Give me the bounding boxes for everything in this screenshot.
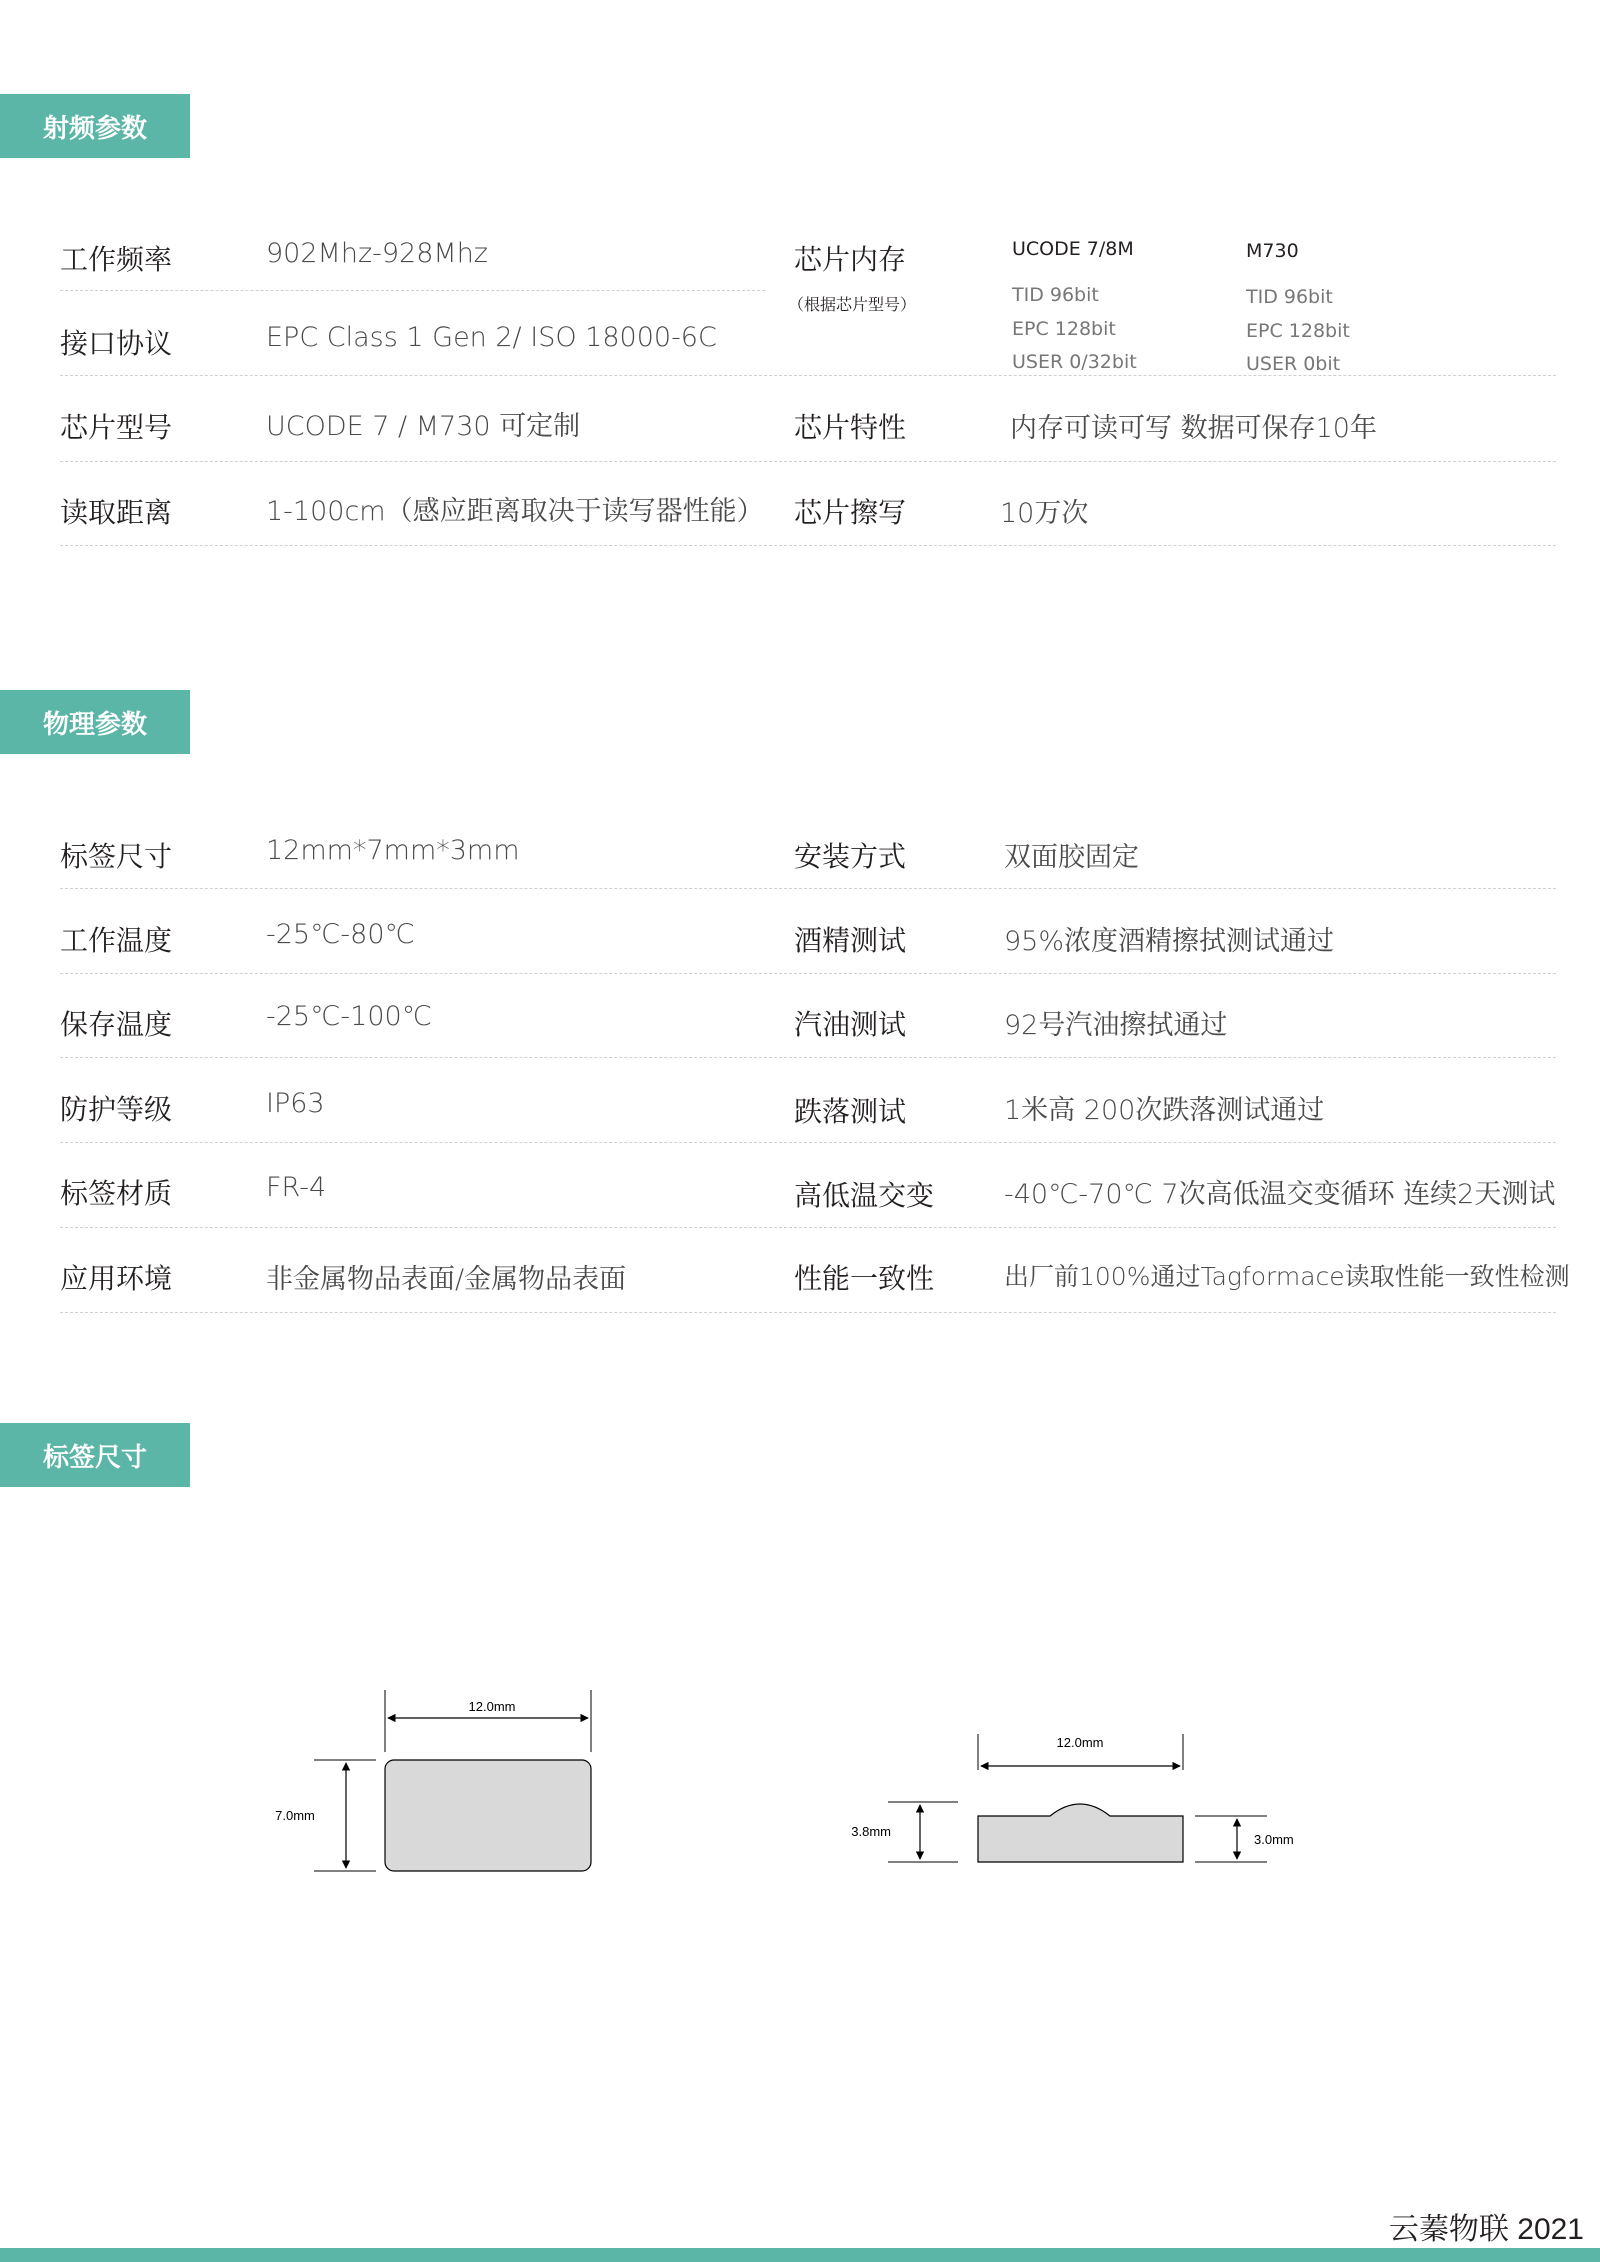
- top-width-label: 12.0mm: [468, 1699, 516, 1714]
- divider: [60, 545, 1556, 546]
- section-tag-physical: 物理参数: [0, 690, 190, 754]
- drop-label: 跌落测试: [794, 1095, 907, 1128]
- divider: [60, 973, 1556, 974]
- mount-value: 双面胶固定: [1004, 842, 1139, 873]
- feature-value: 内存可读可写 数据可保存10年: [1010, 413, 1377, 444]
- top-view-drawing: [275, 1680, 620, 1880]
- tag-top-shape: [385, 1760, 591, 1871]
- footer-bar: [0, 2248, 1600, 2262]
- memory-col2-title: M730: [1246, 240, 1299, 262]
- chip-model-value: UCODE 7 / M730 可定制: [266, 411, 581, 442]
- divider: [60, 888, 1556, 889]
- memory-col2-tid: TID 96bit: [1246, 286, 1333, 308]
- section-tag-rf: 射频参数: [0, 94, 190, 158]
- read-range-value: 1-100cm（感应距离取决于读写器性能）: [266, 496, 764, 527]
- size-value: 12mm*7mm*3mm: [266, 835, 520, 866]
- thermal-value: -40℃-70℃ 7次高低温交变循环 连续2天测试: [1004, 1179, 1556, 1210]
- side-width-label: 12.0mm: [1056, 1735, 1104, 1750]
- storage-temp-label: 保存温度: [60, 1008, 173, 1041]
- memory-col1-title: UCODE 7/8M: [1012, 238, 1134, 260]
- alcohol-label: 酒精测试: [794, 924, 907, 957]
- memory-col2-epc: EPC 128bit: [1246, 320, 1350, 342]
- divider: [60, 461, 1556, 462]
- op-temp-label: 工作温度: [60, 924, 173, 957]
- thermal-label: 高低温交变: [794, 1179, 935, 1212]
- memory-col2-user: USER 0bit: [1246, 353, 1341, 375]
- divider: [60, 1057, 1556, 1058]
- gas-label: 汽油测试: [794, 1008, 907, 1041]
- top-height-label: 7.0mm: [275, 1808, 315, 1823]
- ip-label: 防护等级: [60, 1093, 173, 1126]
- protocol-label: 接口协议: [60, 327, 173, 360]
- memory-label: 芯片内存: [794, 243, 907, 276]
- alcohol-value: 95%浓度酒精擦拭测试通过: [1004, 926, 1335, 957]
- env-label: 应用环境: [60, 1262, 173, 1295]
- drop-value: 1米高 200次跌落测试通过: [1004, 1095, 1325, 1126]
- chip-model-label: 芯片型号: [60, 411, 173, 444]
- memory-note: （根据芯片型号）: [788, 295, 917, 314]
- material-value: FR-4: [266, 1172, 327, 1203]
- protocol-value: EPC Class 1 Gen 2/ ISO 18000-6C: [266, 322, 717, 353]
- footer-text: 云蓁物联 2021: [1388, 2213, 1584, 2246]
- op-temp-value: -25℃-80℃: [266, 919, 415, 950]
- storage-temp-value: -25℃-100℃: [266, 1001, 433, 1032]
- mount-label: 安装方式: [794, 840, 907, 873]
- tag-side-shape: [978, 1804, 1183, 1862]
- side-total-height-label: 3.8mm: [851, 1824, 891, 1839]
- memory-col1-user: USER 0/32bit: [1012, 351, 1137, 373]
- side-view-drawing: [851, 1720, 1320, 1870]
- material-label: 标签材质: [60, 1177, 173, 1210]
- erase-value: 10万次: [1000, 498, 1089, 529]
- divider: [60, 375, 1556, 376]
- env-value: 非金属物品表面/金属物品表面: [266, 1264, 627, 1295]
- divider: [60, 1312, 1556, 1313]
- consistency-value: 出厂前100%通过Tagformace读取性能一致性检测: [1004, 1262, 1570, 1291]
- read-range-label: 读取距离: [60, 496, 173, 529]
- section-tag-dimensions: 标签尺寸: [0, 1423, 190, 1487]
- consistency-label: 性能一致性: [794, 1262, 935, 1295]
- ip-value: IP63: [266, 1088, 325, 1119]
- memory-col1-epc: EPC 128bit: [1012, 318, 1116, 340]
- erase-label: 芯片擦写: [794, 496, 907, 529]
- freq-label: 工作频率: [60, 243, 173, 276]
- feature-label: 芯片特性: [794, 411, 907, 444]
- size-label: 标签尺寸: [60, 840, 173, 873]
- gas-value: 92号汽油擦拭通过: [1004, 1010, 1228, 1041]
- divider: [60, 1142, 1556, 1143]
- freq-value: 902Mhz-928Mhz: [266, 238, 488, 269]
- divider: [60, 290, 765, 291]
- divider: [60, 1227, 1556, 1228]
- side-body-height-label: 3.0mm: [1254, 1832, 1294, 1847]
- memory-col1-tid: TID 96bit: [1012, 284, 1099, 306]
